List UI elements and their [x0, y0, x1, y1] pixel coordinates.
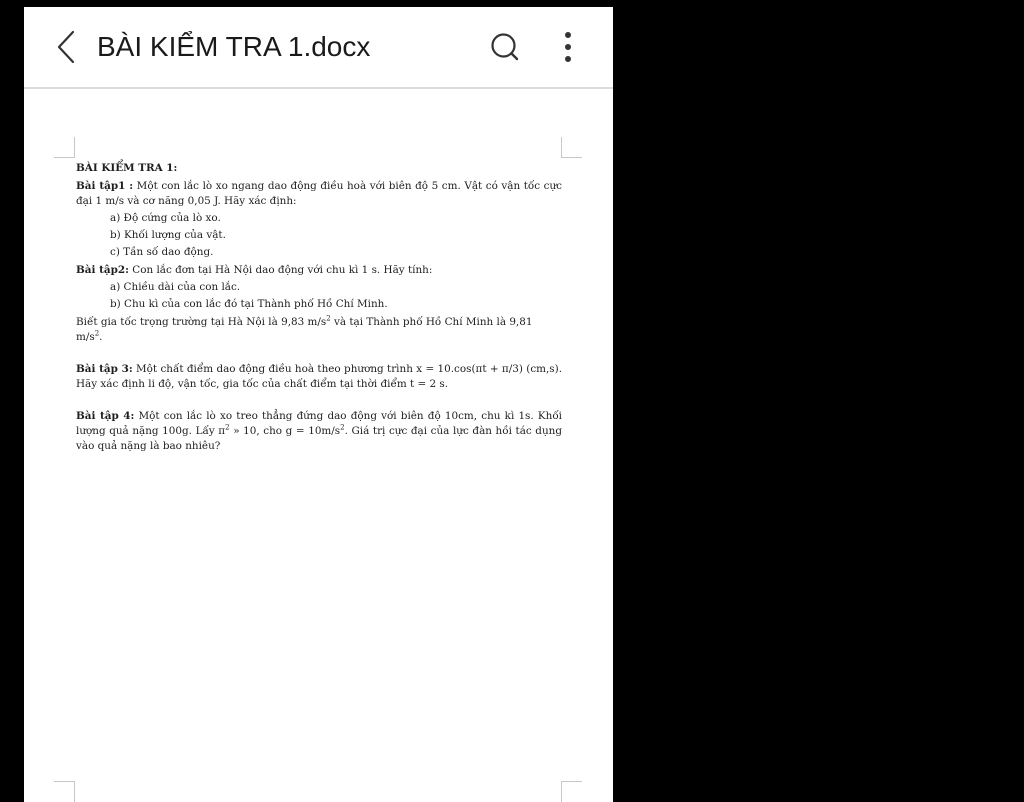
list-item: c) Tần số dao động. — [110, 246, 214, 258]
document-page-content — [76, 161, 562, 454]
list-item: a) Độ cứng của lò xo. — [110, 212, 221, 224]
page-corner-mark — [561, 137, 582, 158]
chevron-left-icon — [55, 30, 77, 64]
list-item: a) Chiều dài của con lắc. — [110, 281, 241, 293]
page-corner-mark — [54, 137, 75, 158]
exercise-text: Một con lắc lò xo treo thẳng đứng dao động với biên độ 10cm, chu kì 1s. Khối lượng quả nặng 100g. Lấy π — [76, 410, 563, 437]
app-bar — [24, 7, 613, 89]
note-text: Biết gia tốc trọng trường tại Hà Nội là 9,83 m/s — [76, 316, 327, 328]
superscript: 2 — [225, 423, 230, 432]
exercise-text: Một chất điểm dao động điều hoà theo phương trình x = 10.cos(πt + π/3) (cm,s). Hãy xác định li độ, vận tốc, gia tốc của chất điểm tại thời điểm t = 2 s. — [76, 363, 562, 390]
page-corner-mark — [561, 781, 582, 802]
search-button[interactable] — [489, 31, 521, 63]
page-corner-mark — [54, 781, 75, 802]
back-button[interactable] — [50, 29, 82, 65]
exercise-1 — [76, 179, 562, 209]
superscript: 2 — [326, 314, 331, 323]
search-icon — [490, 32, 520, 62]
note-text: và tại Thành phố Hồ Chí Minh là 9,81 m/s — [76, 316, 533, 343]
exercise-2 — [76, 263, 562, 278]
exercise-4 — [76, 409, 562, 454]
exercise-text: . Giá trị cực đại của lực đàn hồi tác dụng vào quả nặng là bao nhiêu? — [76, 425, 562, 452]
phone-screen — [24, 7, 613, 802]
exercise-label: Bài tập1 : — [76, 180, 134, 192]
document-viewer[interactable] — [24, 89, 613, 802]
exercise-text: Con lắc đơn tại Hà Nội dao động với chu kì 1 s. Hãy tính: — [128, 264, 433, 276]
exercise-2-note — [76, 315, 562, 345]
exercise-text: Một con lắc lò xo ngang dao động điều hoà với biên độ 5 cm. Vật có vận tốc cực đại 1 m/s và cơ năng 0,05 J. Hãy xác định: — [76, 180, 563, 207]
note-text: . — [99, 331, 103, 343]
exercise-text: » 10, cho g = 10m/s — [229, 425, 341, 437]
list-item: b) Chu kì của con lắc đó tại Thành phố Hồ Chí Minh. — [110, 298, 388, 310]
exercise-label: Bài tập2: — [76, 264, 129, 276]
superscript: 2 — [94, 329, 100, 338]
document-title: BÀI KIỂM TRA 1.docx — [97, 31, 371, 62]
exercise-label: Bài tập 4: — [76, 410, 135, 422]
document-heading: BÀI KIỂM TRA 1: — [76, 162, 178, 174]
superscript: 2 — [340, 423, 345, 432]
more-vertical-icon — [564, 31, 572, 63]
exercise-3 — [76, 362, 562, 392]
more-options-button[interactable] — [554, 29, 582, 65]
exercise-label: Bài tập 3: — [76, 363, 133, 375]
list-item: b) Khối lượng của vật. — [110, 229, 226, 241]
